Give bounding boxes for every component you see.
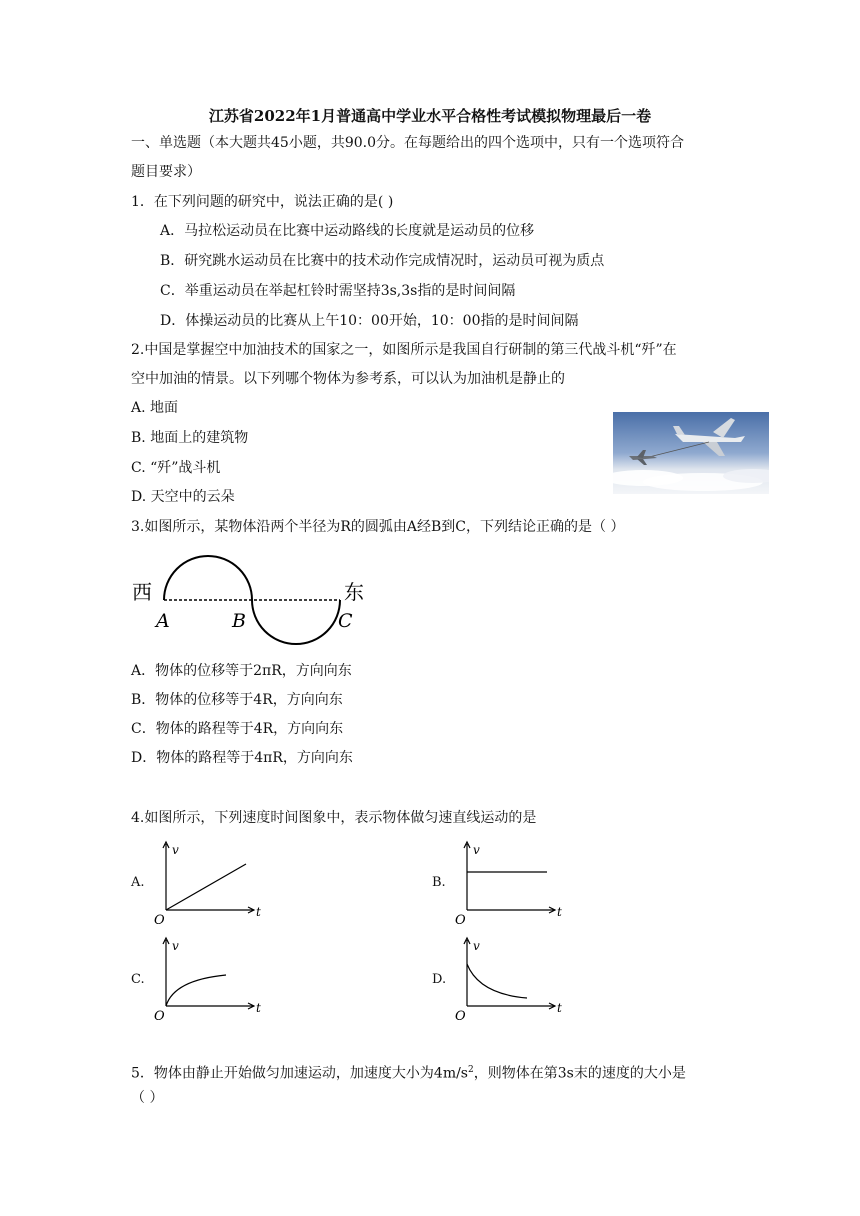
label-point-b: B [232,610,246,632]
q5-stem-sup: 2 [468,1065,474,1075]
q2-option-c: C. “歼”战斗机 [131,460,221,476]
q3-option-b: B．物体的位移等于4R，方向向东 [131,692,343,708]
q4-graph-b [451,838,571,926]
q4-graph-d [451,934,571,1022]
q4-graph-a-label: A. [131,875,145,890]
q4-graph-c-label: C. [131,972,145,987]
q5-stem-pre: 5．物体由静止开始做匀加速运动，加速度大小为4m/s [131,1065,468,1082]
q1-option-b: B．研究跳水运动员在比赛中的技术动作完成情况时，运动员可视为质点 [160,253,605,269]
origin-label: O [154,1009,165,1022]
lower-semicircle-arc [252,600,340,644]
q2-option-d: D. 天空中的云朵 [131,489,235,505]
t-label: t [557,905,562,919]
q4-graph-d-label: D. [432,972,447,987]
q4-graph-a [150,838,270,926]
t-label: t [256,1001,261,1015]
q4-graph-b-label: B. [432,875,446,890]
q1-option-a: A．马拉松运动员在比赛中运动路线的长度就是运动员的位移 [160,223,535,239]
q3-option-c: C．物体的路程等于4R，方向向东 [131,721,344,737]
v-label: v [473,939,480,953]
q1-option-c: C．举重运动员在举起杠铃时需坚持3s,3s指的是时间间隔 [160,283,516,299]
v-label: v [172,939,179,953]
q2-stem-line1: 2.中国是掌握空中加油技术的国家之一，如图所示是我国自行研制的第三代战斗机“歼”在 [131,342,677,358]
q1-option-d: D．体操运动员的比赛从上午10：00开始，10：00指的是时间间隔 [160,313,579,329]
q5-stem-post: ，则物体在第3s末的速度的大小是 [473,1065,686,1082]
q2-option-b: B. 地面上的建筑物 [131,430,249,446]
q3-stem: 3.如图所示，某物体沿两个半径为R的圆弧由A经B到C，下列结论正确的是（ ） [131,519,625,535]
origin-label: O [455,1009,466,1022]
q3-option-d: D．物体的路程等于4πR，方向向东 [131,750,353,766]
t-label: t [256,905,261,919]
q4-stem: 4.如图所示，下列速度时间图象中，表示物体做匀速直线运动的是 [131,810,537,826]
v-label: v [172,843,179,857]
q2-option-a: A. 地面 [131,400,179,416]
exam-title: 江苏省2022年1月普通高中学业水平合格性考试模拟物理最后一卷 [208,107,652,125]
section-heading-line1: 一、单选题（本大题共45小题，共90.0分。在每题给出的四个选项中，只有一个选项符合 [131,135,684,151]
q5-stem-line2: （ ） [131,1090,164,1106]
q1-stem: 1．在下列问题的研究中，说法正确的是( ) [131,194,394,210]
t-label: t [557,1001,562,1015]
velocity-curve [467,964,527,998]
label-east: 东 [344,580,364,604]
v-label: v [473,843,480,857]
q5-stem [131,1060,686,1084]
label-point-c: C [338,610,353,632]
refueling-aircraft-photo [613,412,769,494]
section-heading-line2: 题目要求） [131,164,201,180]
q3-option-a: A．物体的位移等于2πR，方向向东 [131,663,352,679]
velocity-line [166,864,246,910]
upper-semicircle-arc [164,556,252,600]
label-west: 西 [132,580,152,604]
velocity-curve [166,975,226,1006]
origin-label: O [455,913,466,926]
q3-arc-diagram [128,552,378,657]
origin-label: O [154,913,165,926]
q2-stem-line2: 空中加油的情景。以下列哪个物体为参考系，可以认为加油机是静止的 [131,371,565,387]
label-point-a: A [156,610,170,632]
q4-graph-c [150,934,270,1022]
